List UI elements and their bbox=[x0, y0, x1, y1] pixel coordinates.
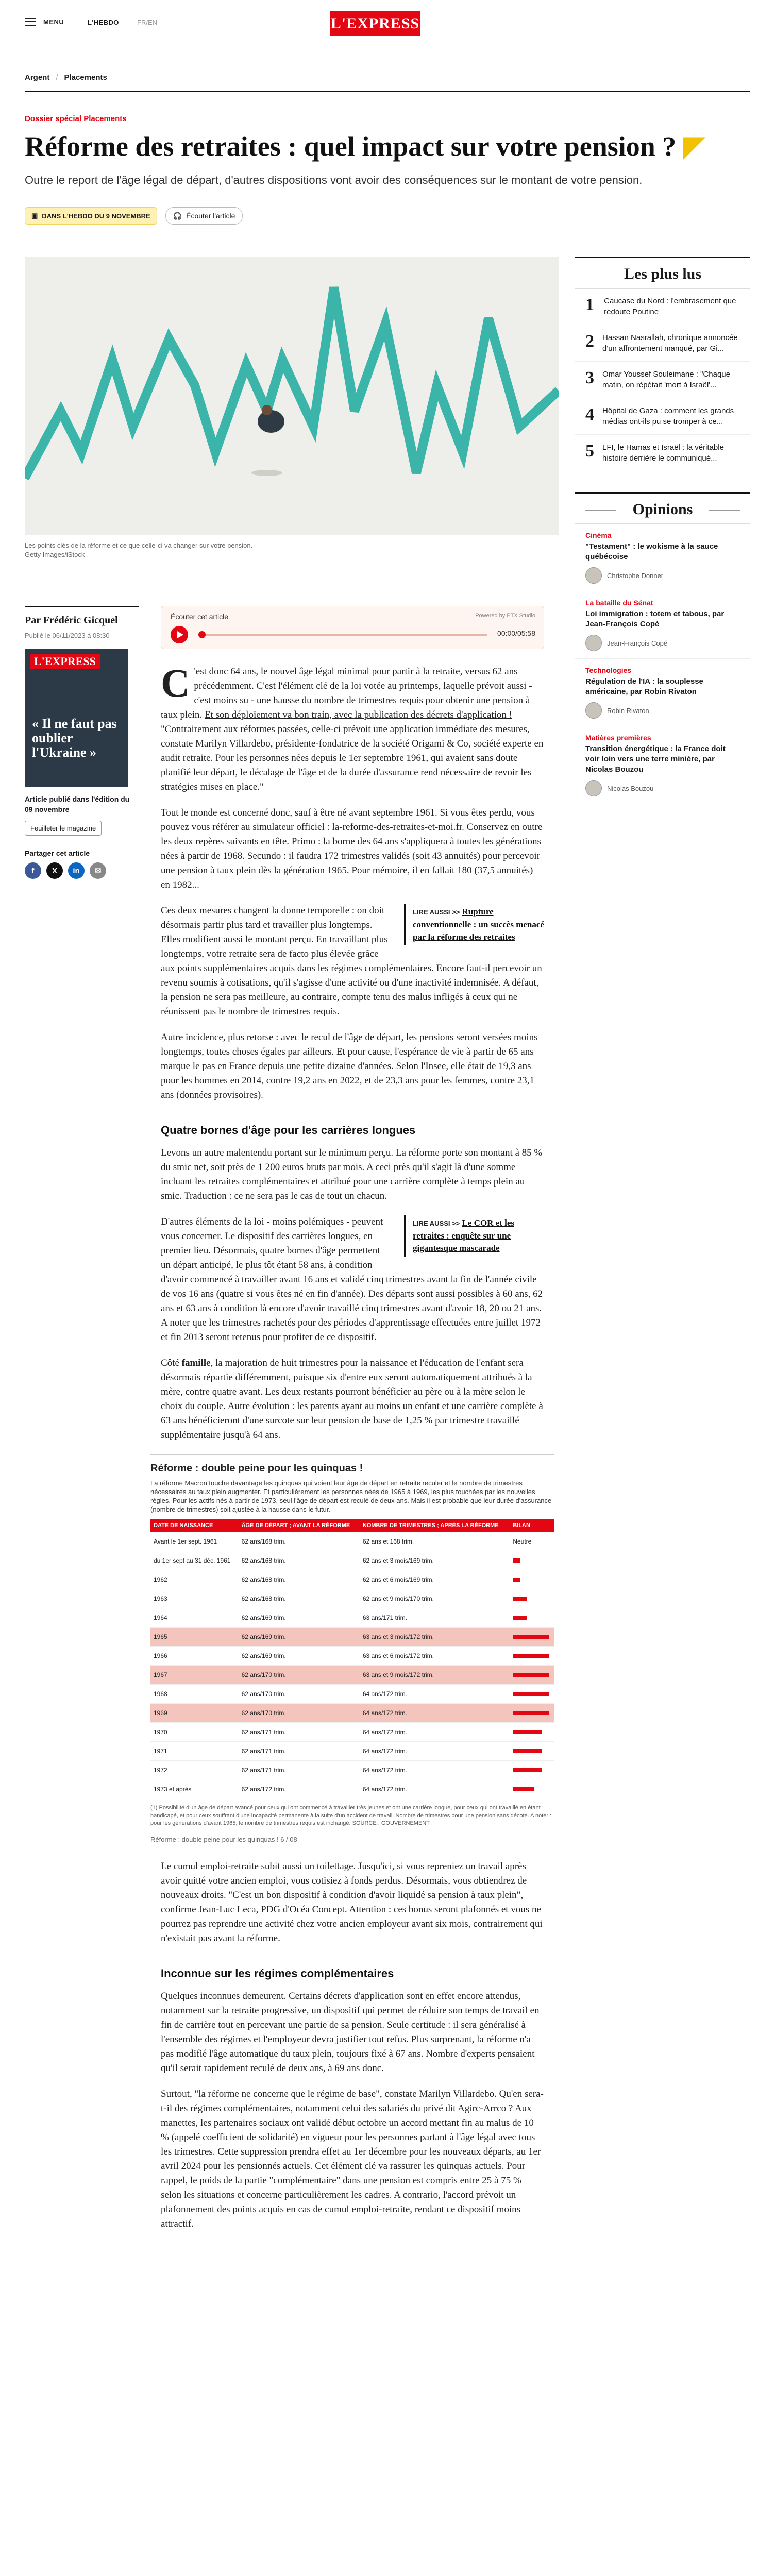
table-row bbox=[150, 1704, 554, 1723]
bilan-cell bbox=[510, 1608, 554, 1628]
table-cell: 62 ans/168 trim. bbox=[239, 1570, 360, 1589]
paragraph bbox=[161, 660, 544, 794]
paragraph-text: 'est donc 64 ans, le nouvel âge légal minimal pour partir à la retraite, versus 62 ans précédemment. C'est l'élément clé de la loi votée au printemps, laquelle prévoit aussi - c'est moins su - une hausse du nombre de trimestres requis pour obtenir une pension à taux plein. bbox=[161, 666, 532, 720]
table-cell: 64 ans/172 trim. bbox=[360, 1761, 510, 1780]
listen-button[interactable] bbox=[165, 207, 243, 225]
table-cell: 62 ans/171 trim. bbox=[239, 1742, 360, 1761]
table-cell: 62 ans/171 trim. bbox=[239, 1761, 360, 1780]
most-read-link[interactable]: Caucase du Nord : l'embrasement que redoute Poutine bbox=[604, 297, 736, 316]
opinion-author[interactable] bbox=[585, 780, 740, 796]
avatar bbox=[585, 635, 602, 651]
bilan-cell bbox=[510, 1551, 554, 1570]
table-cell: 64 ans/172 trim. bbox=[360, 1685, 510, 1704]
magazine-headline: « Il ne faut pas oublier l'Ukraine » bbox=[32, 716, 117, 760]
table-cell: 1970 bbox=[150, 1723, 239, 1742]
linkedin-icon[interactable]: in bbox=[68, 862, 85, 879]
most-read-item[interactable] bbox=[575, 289, 750, 325]
paragraph-text: "Contrairement aux réformes passées, celle-ci prévoit une application immédiate des mesures, constate Marilyn Villardebo, présidente-fondatrice de la société Origami & Co, société experte en audit retraite. Pour les personnes nées depuis le 1er septembre 1961, qui avaient sans doute planifié leur départ, le décalage de l'âge et de la durée d'assurance rend nécessaire de revoir les stratégies mises en place." bbox=[161, 724, 544, 792]
language-switch[interactable]: FR/EN bbox=[137, 19, 157, 26]
table-cell: 62 ans/169 trim. bbox=[239, 1608, 360, 1628]
opinion-title[interactable]: "Testament" : le wokisme à la sauce québécoise bbox=[585, 542, 718, 561]
section-heading: Inconnue sur les régimes complémentaires bbox=[161, 1967, 394, 1980]
hamburger-icon bbox=[25, 18, 36, 26]
opinion-title[interactable]: Transition énergétique : la France doit voir loin vers une terre minière, par Nicolas Bouzou bbox=[585, 744, 726, 774]
bilan-cell bbox=[510, 1685, 554, 1704]
paragraph: Quelques inconnues demeurent. Certains décrets d'application sont en effet encore attendus, notamment sur la retraite progressive, un dispositif qui permet de réduire son temps de travail en fin de carrière tout en percevant une partie de sa pension. Seule certitude : il sera généralisé à l'ensemble des régimes et l'employeur devra justifier tout refus. Plus surprenant, la réforme n'a pas modifié l'âge automatique du taux plein, toujours fixé à 67 ans. Nombre d'experts pensaient qu'il serait rapidement reculé de deux ans, à 69 ans donc. bbox=[161, 1991, 540, 2074]
author-name[interactable]: Par Frédéric Gicquel bbox=[25, 606, 139, 627]
table-header: BILAN bbox=[510, 1519, 554, 1532]
play-icon[interactable] bbox=[171, 626, 188, 643]
table-cell: 62 ans/168 trim. bbox=[239, 1532, 360, 1551]
article-lead: Outre le report de l'âge légal de départ, d'autres dispositions vont avoir des conséquences sur le montant de votre pension. bbox=[25, 174, 643, 187]
table-cell: 63 ans et 3 mois/172 trim. bbox=[360, 1628, 510, 1647]
decrees-link[interactable]: Et son déploiement va bon train, avec la publication des décrets d'application ! bbox=[204, 709, 512, 720]
table-cell: Avant le 1er sept. 1961 bbox=[150, 1532, 239, 1551]
paragraph: Surtout, "la réforme ne concerne que le régime de base", constate Marilyn Villardebo. Qu'en sera-t-il des régimes complémentaires, notamment celui des salariés du privé dit Agirc-Arrco ? Aux manettes, les partenaires sociaux ont validé début octobre un accord mettant fin au malus de 10 % (appelé coefficient de solidarité) en vigueur pour les personnes partant à l'âge légal avec tous les trimestres. Cette suppression prendra effet au 1er décembre pour les nouveaux départs, au 1er avril 2024 pour les pensionnés actuels. Cet élément clé va rassurer les quinquas actuels. Pour rappel, le poids de la partie "complémentaire" dans une pension est compris entre 25 à 75 % selon les situations et concerne particulièrement les cadres. A contrario, l'accord prévoit un plafonnement des points acquis en cas de cumul emploi-retraite, rendant ce dispositif moins attractif. bbox=[161, 2089, 544, 2229]
table-cell: 64 ans/172 trim. bbox=[360, 1704, 510, 1723]
infographic-intro: La réforme Macron touche davantage les quinquas qui voient leur âge de départ en retraite reculer et le nombre de trimestres nécessaires au taux plein augmenter. Et particulièrement les personnes nées de 1965 à 1969, les plus touchées par les nouvelles règles. Pour les actifs nés à partir de 1973, seul l'âge de départ est reculé de deux ans. Mais il est probable que leur durée d'assurance (nombre de trimestres) soit ajustée à la hausse dans le futur. bbox=[150, 1479, 552, 1513]
rank-number: 2 bbox=[585, 332, 594, 351]
menu-label: MENU bbox=[43, 18, 64, 26]
opinion-author[interactable] bbox=[585, 635, 740, 651]
email-icon[interactable]: ✉ bbox=[90, 862, 106, 879]
bilan-bar bbox=[513, 1635, 549, 1639]
table-cell: 62 ans et 168 trim. bbox=[360, 1532, 510, 1551]
rank-number: 1 bbox=[585, 295, 594, 314]
magazine-logo: L'EXPRESS bbox=[30, 654, 100, 669]
table-cell: 62 ans/169 trim. bbox=[239, 1628, 360, 1647]
opinion-item[interactable] bbox=[575, 659, 750, 726]
share-label: Partager cet article bbox=[25, 849, 90, 857]
bold-keyword: famille bbox=[181, 1358, 211, 1368]
table-cell: 62 ans/168 trim. bbox=[239, 1551, 360, 1570]
bilan-cell bbox=[510, 1742, 554, 1761]
most-read-link[interactable]: Hassan Nasrallah, chronique annoncée d'un affrontement manqué, par Gi... bbox=[602, 333, 738, 353]
table-cell: 1968 bbox=[150, 1685, 239, 1704]
opinion-category[interactable]: La bataille du Sénat bbox=[585, 599, 653, 607]
bilan-bar bbox=[513, 1578, 520, 1582]
bilan-cell bbox=[510, 1647, 554, 1666]
bilan-bar bbox=[513, 1654, 549, 1658]
read-also-box bbox=[404, 904, 544, 945]
opinions-title: Opinions bbox=[575, 492, 750, 524]
table-row bbox=[150, 1780, 554, 1799]
most-read-box bbox=[575, 257, 750, 804]
table-cell: 1971 bbox=[150, 1742, 239, 1761]
audio-player bbox=[161, 606, 544, 649]
infographic-table bbox=[150, 1519, 554, 1799]
headphones-icon: 🎧 bbox=[173, 211, 182, 220]
table-header: DATE DE NAISSANCE bbox=[150, 1519, 239, 1532]
article-pills bbox=[25, 207, 243, 225]
bilan-cell bbox=[510, 1666, 554, 1685]
table-cell: 1972 bbox=[150, 1761, 239, 1780]
hero-caption bbox=[25, 541, 559, 560]
simulator-link[interactable]: la-reforme-des-retraites-et-moi.fr bbox=[332, 822, 462, 833]
rank-number: 3 bbox=[585, 368, 594, 387]
table-cell: 1964 bbox=[150, 1608, 239, 1628]
nav-hebdo-link[interactable]: L'HEBDO bbox=[88, 19, 119, 26]
menu-button[interactable] bbox=[25, 18, 64, 26]
breadcrumb bbox=[25, 73, 107, 82]
opinion-title[interactable]: Régulation de l'IA : la souplesse américaine, par Robin Rivaton bbox=[585, 677, 703, 696]
table-cell: 63 ans/171 trim. bbox=[360, 1608, 510, 1628]
opinion-item[interactable] bbox=[575, 591, 750, 659]
table-cell: 62 ans/170 trim. bbox=[239, 1666, 360, 1685]
paragraph-text: , la majoration de huit trimestres pour la naissance et l'éducation de l'enfant sera désormais répartie différemment, puisque six d'entre eux seront automatiquement attribués à la mère, contre quatre avant. Les deux restants pourront bénéficier au père ou à la mère selon le choix du couple. Autre évolution : les parents ayant au moins un enfant et une carrière complète à 63 ans bénéficieront d'une surcote sur leur pension de base de 1,25 % par trimestre travaillé supplémentaire jusqu'à 64 ans. bbox=[161, 1358, 543, 1440]
magazine-edition-label: Article publié dans l'édition du 09 novembre bbox=[25, 795, 130, 814]
table-cell: 62 ans et 3 mois/169 trim. bbox=[360, 1551, 510, 1570]
most-read-item[interactable] bbox=[575, 362, 750, 398]
table-cell: 1969 bbox=[150, 1704, 239, 1723]
x-twitter-icon[interactable]: X bbox=[46, 862, 63, 879]
table-row bbox=[150, 1666, 554, 1685]
table-cell: 63 ans et 6 mois/172 trim. bbox=[360, 1647, 510, 1666]
bilan-bar bbox=[513, 1730, 542, 1734]
table-row bbox=[150, 1647, 554, 1666]
infographic-caption: Réforme : double peine pour les quinquas ! 6 / 08 bbox=[150, 1836, 297, 1843]
hero-caption-text: Les points clés de la réforme et ce que celle-ci va changer sur votre pension. bbox=[25, 541, 253, 549]
bilan-bar bbox=[513, 1597, 527, 1601]
table-cell: 62 ans/168 trim. bbox=[239, 1589, 360, 1608]
table-cell: 62 ans/171 trim. bbox=[239, 1723, 360, 1742]
author-name: Christophe Donner bbox=[607, 571, 664, 580]
table-cell: 62 ans/170 trim. bbox=[239, 1704, 360, 1723]
share-buttons bbox=[25, 862, 139, 879]
opinion-item[interactable] bbox=[575, 524, 750, 591]
most-read-item[interactable] bbox=[575, 325, 750, 362]
hero-credit: Getty Images/iStock bbox=[25, 551, 85, 558]
opinion-category[interactable]: Matières premières bbox=[585, 734, 651, 742]
bilan-cell bbox=[510, 1704, 554, 1723]
read-also-label: LIRE AUSSI >> bbox=[413, 1219, 460, 1227]
most-read-link[interactable]: Hôpital de Gaza : comment les grands médias ont-ils pu se tromper à ce... bbox=[602, 406, 734, 426]
opinion-author[interactable] bbox=[585, 702, 740, 719]
read-also-link[interactable]: Le COR et les retraites : enquête sur une gigantesque mascarade bbox=[413, 1218, 515, 1253]
bilan-bar bbox=[513, 1616, 527, 1620]
avatar bbox=[585, 702, 602, 719]
section-heading: Quatre bornes d'âge pour les carrières longues bbox=[161, 1124, 416, 1137]
rank-number: 5 bbox=[585, 442, 594, 461]
paragraph-text: . Conservez en outre les deux repères suivants en tête. Primo : la borne des 64 ans s'appliquera à toutes les générations nées à partir de 1968. Secundo : il faudra 172 trimestres validés (soit 43 annuités) pour percevoir une pension à taux plein dès la génération 1965. Pour mémoire, il en fallait 180 (37,5 annuités) en 1982... bbox=[161, 822, 543, 890]
author-column bbox=[25, 606, 139, 879]
table-row bbox=[150, 1723, 554, 1742]
most-read-link[interactable]: LFI, le Hamas et Israël : la véritable histoire derrière le communiqué... bbox=[602, 443, 724, 463]
paragraph bbox=[161, 806, 544, 892]
avatar bbox=[585, 780, 602, 796]
paragraph-text: Côté bbox=[161, 1358, 182, 1368]
article-title-text: Réforme des retraites : quel impact sur votre pension ? bbox=[25, 131, 677, 162]
player-time: 00:00/05:58 bbox=[497, 629, 535, 637]
table-cell: 64 ans/172 trim. bbox=[360, 1723, 510, 1742]
author-name: Jean-François Copé bbox=[607, 639, 668, 647]
paragraph: Levons un autre malentendu portant sur le minimum perçu. La réforme porte son montant à 85 % du smic net, soit près de 1 200 euros bruts par mois. A ceci près qu'il s'agit là d'une somme incluant les retraites complémentaires et attribué pour une carrière complète à temps plein au smic. Traduction : ce ne sera pas le cas de tout un chacun. bbox=[161, 1147, 543, 1201]
bilan-cell bbox=[510, 1532, 554, 1551]
table-row bbox=[150, 1761, 554, 1780]
table-row bbox=[150, 1608, 554, 1628]
paragraph bbox=[161, 1356, 544, 1443]
bilan-bar bbox=[513, 1787, 534, 1791]
table-cell: 62 ans/169 trim. bbox=[239, 1647, 360, 1666]
most-read-item[interactable] bbox=[575, 398, 750, 435]
paragraph-text: Tout le monde est concerné donc, sauf à être né avant septembre 1961. Si vous êtes perdu, vous pouvez vous référer au simulateur officiel : bbox=[161, 807, 535, 833]
magazine-cover[interactable] bbox=[25, 649, 128, 787]
opinion-title[interactable]: Loi immigration : totem et tabous, par Jean-François Copé bbox=[585, 609, 725, 629]
bilan-bar bbox=[513, 1749, 542, 1753]
hero-image bbox=[25, 257, 559, 535]
paragraph: Autre incidence, plus retorse : avec le recul de l'âge de départ, les pensions seront versées moins longtemps, toutes choses égales par ailleurs. Et pour cause, l'espérance de vie à partir de 65 ans marque le pas en France depuis une petite dizaine d'années. Selon l'Insee, elle était de 19,3 ans pour les hommes en 2014, contre 19,2 ans en 2022, et de 23,3 ans pour les femmes, contre 23,1 ans (données provisoires). bbox=[161, 1032, 538, 1100]
opinion-category[interactable]: Cinéma bbox=[585, 531, 612, 539]
publish-date: Publié le 06/11/2023 à 08:30 bbox=[25, 632, 110, 639]
hebdo-pill-label: DANS L'HEBDO DU 9 NOVEMBRE bbox=[42, 212, 150, 220]
highlight-mark-icon: ◤ bbox=[683, 131, 705, 162]
bilan-bar bbox=[513, 1558, 520, 1563]
table-cell: 1966 bbox=[150, 1647, 239, 1666]
drop-cap: C bbox=[161, 660, 190, 705]
breadcrumb-separator: / bbox=[56, 73, 58, 82]
magazine-icon: ▣ bbox=[31, 212, 38, 219]
site-logo[interactable]: L'EXPRESS bbox=[330, 11, 420, 36]
author-name: Robin Rivaton bbox=[607, 706, 649, 715]
bilan-cell bbox=[510, 1628, 554, 1647]
most-read-link[interactable]: Omar Youssef Souleimane : "Chaque matin, on répétait 'mort à Israël'... bbox=[602, 370, 730, 389]
bilan-bar bbox=[513, 1711, 549, 1715]
article-kicker[interactable]: Dossier spécial Placements bbox=[25, 114, 127, 123]
table-row bbox=[150, 1685, 554, 1704]
article-title bbox=[25, 130, 756, 163]
table-row bbox=[150, 1589, 554, 1608]
author-name: Nicolas Bouzou bbox=[607, 784, 654, 792]
bilan-bar bbox=[513, 1692, 549, 1696]
player-progress-handle[interactable] bbox=[198, 631, 206, 638]
table-row bbox=[150, 1570, 554, 1589]
browse-magazine-button[interactable]: Feuilleter le magazine bbox=[25, 821, 102, 836]
bilan-cell bbox=[510, 1761, 554, 1780]
most-read-title: Les plus lus bbox=[575, 257, 750, 289]
section-divider bbox=[25, 91, 750, 92]
table-cell: 1967 bbox=[150, 1666, 239, 1685]
bilan-bar bbox=[513, 1673, 549, 1677]
table-row bbox=[150, 1551, 554, 1570]
table-cell: 62 ans et 9 mois/170 trim. bbox=[360, 1589, 510, 1608]
player-title: Écouter cet article bbox=[171, 613, 229, 621]
table-cell: 1973 et après bbox=[150, 1780, 239, 1799]
opinion-category[interactable]: Technologies bbox=[585, 666, 632, 674]
table-cell: 62 ans/172 trim. bbox=[239, 1780, 360, 1799]
table-header: NOMBRE DE TRIMESTRES ; APRÈS LA RÉFORME bbox=[360, 1519, 510, 1532]
listen-button-label: Écouter l'article bbox=[186, 212, 235, 220]
hebdo-pill[interactable] bbox=[25, 207, 157, 225]
read-also-box bbox=[404, 1215, 544, 1257]
bilan-cell bbox=[510, 1570, 554, 1589]
table-header: ÂGE DE DÉPART ; AVANT LA RÉFORME bbox=[239, 1519, 360, 1532]
paragraph: Le cumul emploi-retraite subit aussi un toilettage. Jusqu'ici, si vous repreniez un travail après avoir quitté votre ancien emploi, vous cotisiez à fonds perdus. Désormais, vous obtiendrez de nouveaux droits. "C'est un bon dispositif à condition d'avoir liquidé sa pension à taux plein", confirme Jean-Luc Leca, PDG d'Océa Concept. Attention : ces bonus seront plafonnés et vous ne pourrez pas reprendre une activité chez votre ancien employeur avant six mois, contrairement qui n'existait pas avant la réforme. bbox=[161, 1861, 543, 1944]
read-also-link[interactable]: Rupture conventionnelle : un succès menacé par la réforme des retraites bbox=[413, 907, 544, 942]
opinion-author[interactable] bbox=[585, 567, 740, 584]
bilan-cell bbox=[510, 1589, 554, 1608]
bilan-cell bbox=[510, 1723, 554, 1742]
opinion-item[interactable] bbox=[575, 726, 750, 804]
avatar bbox=[585, 567, 602, 584]
table-cell: 62 ans/170 trim. bbox=[239, 1685, 360, 1704]
paragraph: Ces deux mesures changent la donne temporelle : on doit désormais partir plus tard et travailler plus longtemps. Elles modifient aussi le montant perçu. En travaillant plus longtemps, votre retraite sera de facto plus élevée grâce aux points supplémentaires acquis dans les régimes complémentaires. Encore faut-il percevoir un revenu soumis à cotisations, qu'il s'agisse d'une activité ou d'une inactivité indemnisée. A défaut, la pension ne sera pas meilleure, au contraire, compte tenu des malus infligés à ceux qui ne réunissent pas le nombre de trimestres requis. bbox=[161, 905, 542, 1017]
breadcrumb-placements[interactable]: Placements bbox=[64, 73, 107, 82]
rank-number: 4 bbox=[585, 405, 594, 424]
table-cell: 64 ans/172 trim. bbox=[360, 1742, 510, 1761]
infographic-note: (1) Possibilité d'un âge de départ avancé pour ceux qui ont commencé à travailler très jeunes et ont une carrière longue, pour ceux qui ont travaillé en étant handicapé, et pour ceux souffrant d'une incapacité permanente à la suite d'un accident de travail. Nombre de trimestres pour une pension sans décote. A noter : pour les générations d'avant 1965, le nombre de trimestres requis est inchangé. SOURCE : GOUVERNEMENT bbox=[150, 1805, 552, 1826]
breadcrumb-argent[interactable]: Argent bbox=[25, 73, 50, 82]
table-cell: du 1er sept au 31 déc. 1961 bbox=[150, 1551, 239, 1570]
table-cell: 1962 bbox=[150, 1570, 239, 1589]
zigzag-chart-illustration bbox=[25, 257, 559, 535]
bilan-label: Neutre bbox=[513, 1538, 532, 1545]
facebook-icon[interactable]: f bbox=[25, 862, 41, 879]
top-bar bbox=[0, 0, 775, 49]
bilan-bar bbox=[513, 1768, 542, 1772]
paragraph: D'autres éléments de la loi - moins polémiques - peuvent vous concerner. Le dispositif des carrières longues, en premier lieu. Désormais, quatre bornes d'âge permettent un départ anticipé, le plus tôt étant 58 ans, à condition d'avoir commencé à travailler avant 16 ans et validé cinq trimestres avant la fin de l'année civile de vos 16 ans (quatre si vous êtes né en fin d'année). Des départs sont aussi possibles à 60 ans, 62 ans et 63 ans à condition là encore d'avoir travaillé cinq trimestres avant d'avoir 18, 20 ou 21 ans. A noter que les trimestres rachetés pour des périodes d'apprentissage effectuées entre juillet 1972 et fin 2013 seront retenus pour profiter de ce dispositif. bbox=[161, 1216, 543, 1343]
most-read-item[interactable] bbox=[575, 435, 750, 471]
table-cell: 1965 bbox=[150, 1628, 239, 1647]
read-also-label: LIRE AUSSI >> bbox=[413, 908, 460, 916]
table-cell: 63 ans et 9 mois/172 trim. bbox=[360, 1666, 510, 1685]
table-cell: 62 ans et 6 mois/169 trim. bbox=[360, 1570, 510, 1589]
infographic bbox=[150, 1454, 554, 1847]
article-body bbox=[150, 660, 552, 2243]
table-row bbox=[150, 1628, 554, 1647]
player-powered-by: Powered by ETX Studio bbox=[475, 613, 535, 619]
table-row bbox=[150, 1742, 554, 1761]
infographic-title: Réforme : double peine pour les quinquas ! bbox=[150, 1463, 363, 1474]
table-row bbox=[150, 1532, 554, 1551]
table-cell: 64 ans/172 trim. bbox=[360, 1780, 510, 1799]
table-cell: 1963 bbox=[150, 1589, 239, 1608]
player-progress-track[interactable] bbox=[198, 634, 487, 636]
bilan-cell bbox=[510, 1780, 554, 1799]
